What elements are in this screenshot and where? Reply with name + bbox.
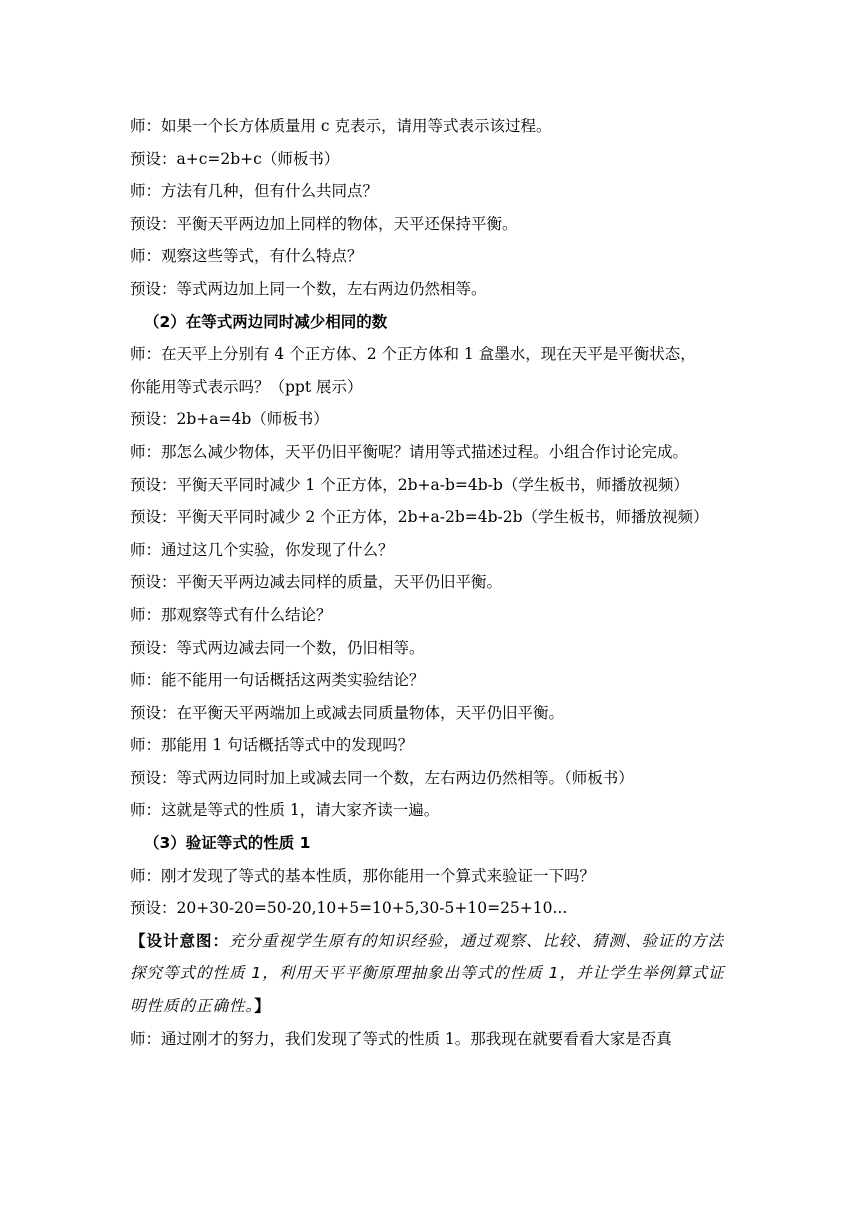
dialogue-line: 你能用等式表示吗？（ppt 展示）	[130, 377, 363, 396]
section-heading: （2）在等式两边同时减少相同的数	[144, 312, 388, 331]
document-body	[130, 110, 740, 925]
dialogue-line: 师：这就是等式的性质 1，请大家齐读一遍。	[130, 801, 440, 820]
document-page	[130, 110, 740, 1055]
dialogue-line: 预设：a+c=2b+c（师板书）	[130, 149, 340, 168]
dialogue-line: 师：通过这几个实验，你发现了什么？	[130, 540, 394, 559]
design-intent-body: 充分重视学生原有的知识经验，通过观察、比较、猜测、验证的方法探究等式的性质 1，利用天平平衡原理抽象出等式的性质 1，并让学生举例算式证明性质的正确性。	[130, 931, 725, 1016]
dialogue-line: 师：观察这些等式，有什么特点？	[130, 247, 363, 266]
design-intent-close: 】	[254, 997, 271, 1016]
dialogue-line: 师：在天平上分别有 4 个正方体、2 个正方体和 1 盒墨水，现在天平是平衡状态，	[130, 345, 696, 364]
dialogue-line: 预设：平衡天平两边加上同样的物体，天平还保持平衡。	[130, 214, 518, 233]
dialogue-line: 预设：等式两边同时加上或减去同一个数，左右两边仍然相等。（师板书）	[130, 768, 634, 787]
dialogue-line: 师：那怎么减少物体，天平仍旧平衡呢？请用等式描述过程。小组合作讨论完成。	[130, 442, 689, 461]
dialogue-line: 预设：平衡天平同时减少 1 个正方体，2b+a-b=4b-b（学生板书，师播放视频）	[130, 475, 689, 494]
section-heading: （3）验证等式的性质 1	[144, 834, 311, 853]
dialogue-line: 预设：等式两边加上同一个数，左右两边仍然相等。	[130, 279, 487, 298]
dialogue-line: 师：如果一个长方体质量用 c 克表示，请用等式表示该过程。	[130, 117, 552, 135]
dialogue-line: 师：那能用 1 句话概括等式中的发现吗？	[130, 736, 414, 755]
final-paragraph: 师：通过刚才的努力，我们发现了等式的性质 1。那我现在就要看看大家是否真	[130, 1029, 672, 1048]
dialogue-line: 师：方法有几种，但有什么共同点？	[130, 182, 379, 201]
dialogue-line: 师：刚才发现了等式的基本性质，那你能用一个算式来验证一下吗？	[130, 866, 596, 885]
dialogue-line: 预设：等式两边减去同一个数，仍旧相等。	[130, 638, 425, 657]
dialogue-line: 师：能不能用一句话概括这两类实验结论？	[130, 671, 425, 690]
dialogue-line: 预设：在平衡天平两端加上或减去同质量物体，天平仍旧平衡。	[130, 703, 565, 722]
design-intent-tag: 【设计意图：	[130, 931, 230, 950]
dialogue-line: 预设：平衡天平同时减少 2 个正方体，2b+a-2b=4b-2b（学生板书，师播放视频）	[130, 508, 709, 527]
design-intent-note	[130, 925, 740, 1023]
dialogue-line: 预设：平衡天平两边减去同样的质量，天平仍旧平衡。	[130, 573, 503, 592]
dialogue-line: 师：那观察等式有什么结论？	[130, 605, 332, 624]
dialogue-line: 预设：20+30-20=50-20,10+5=10+5,30-5+10=25+10...	[130, 899, 568, 918]
dialogue-line: 预设：2b+a=4b（师板书）	[130, 410, 329, 429]
